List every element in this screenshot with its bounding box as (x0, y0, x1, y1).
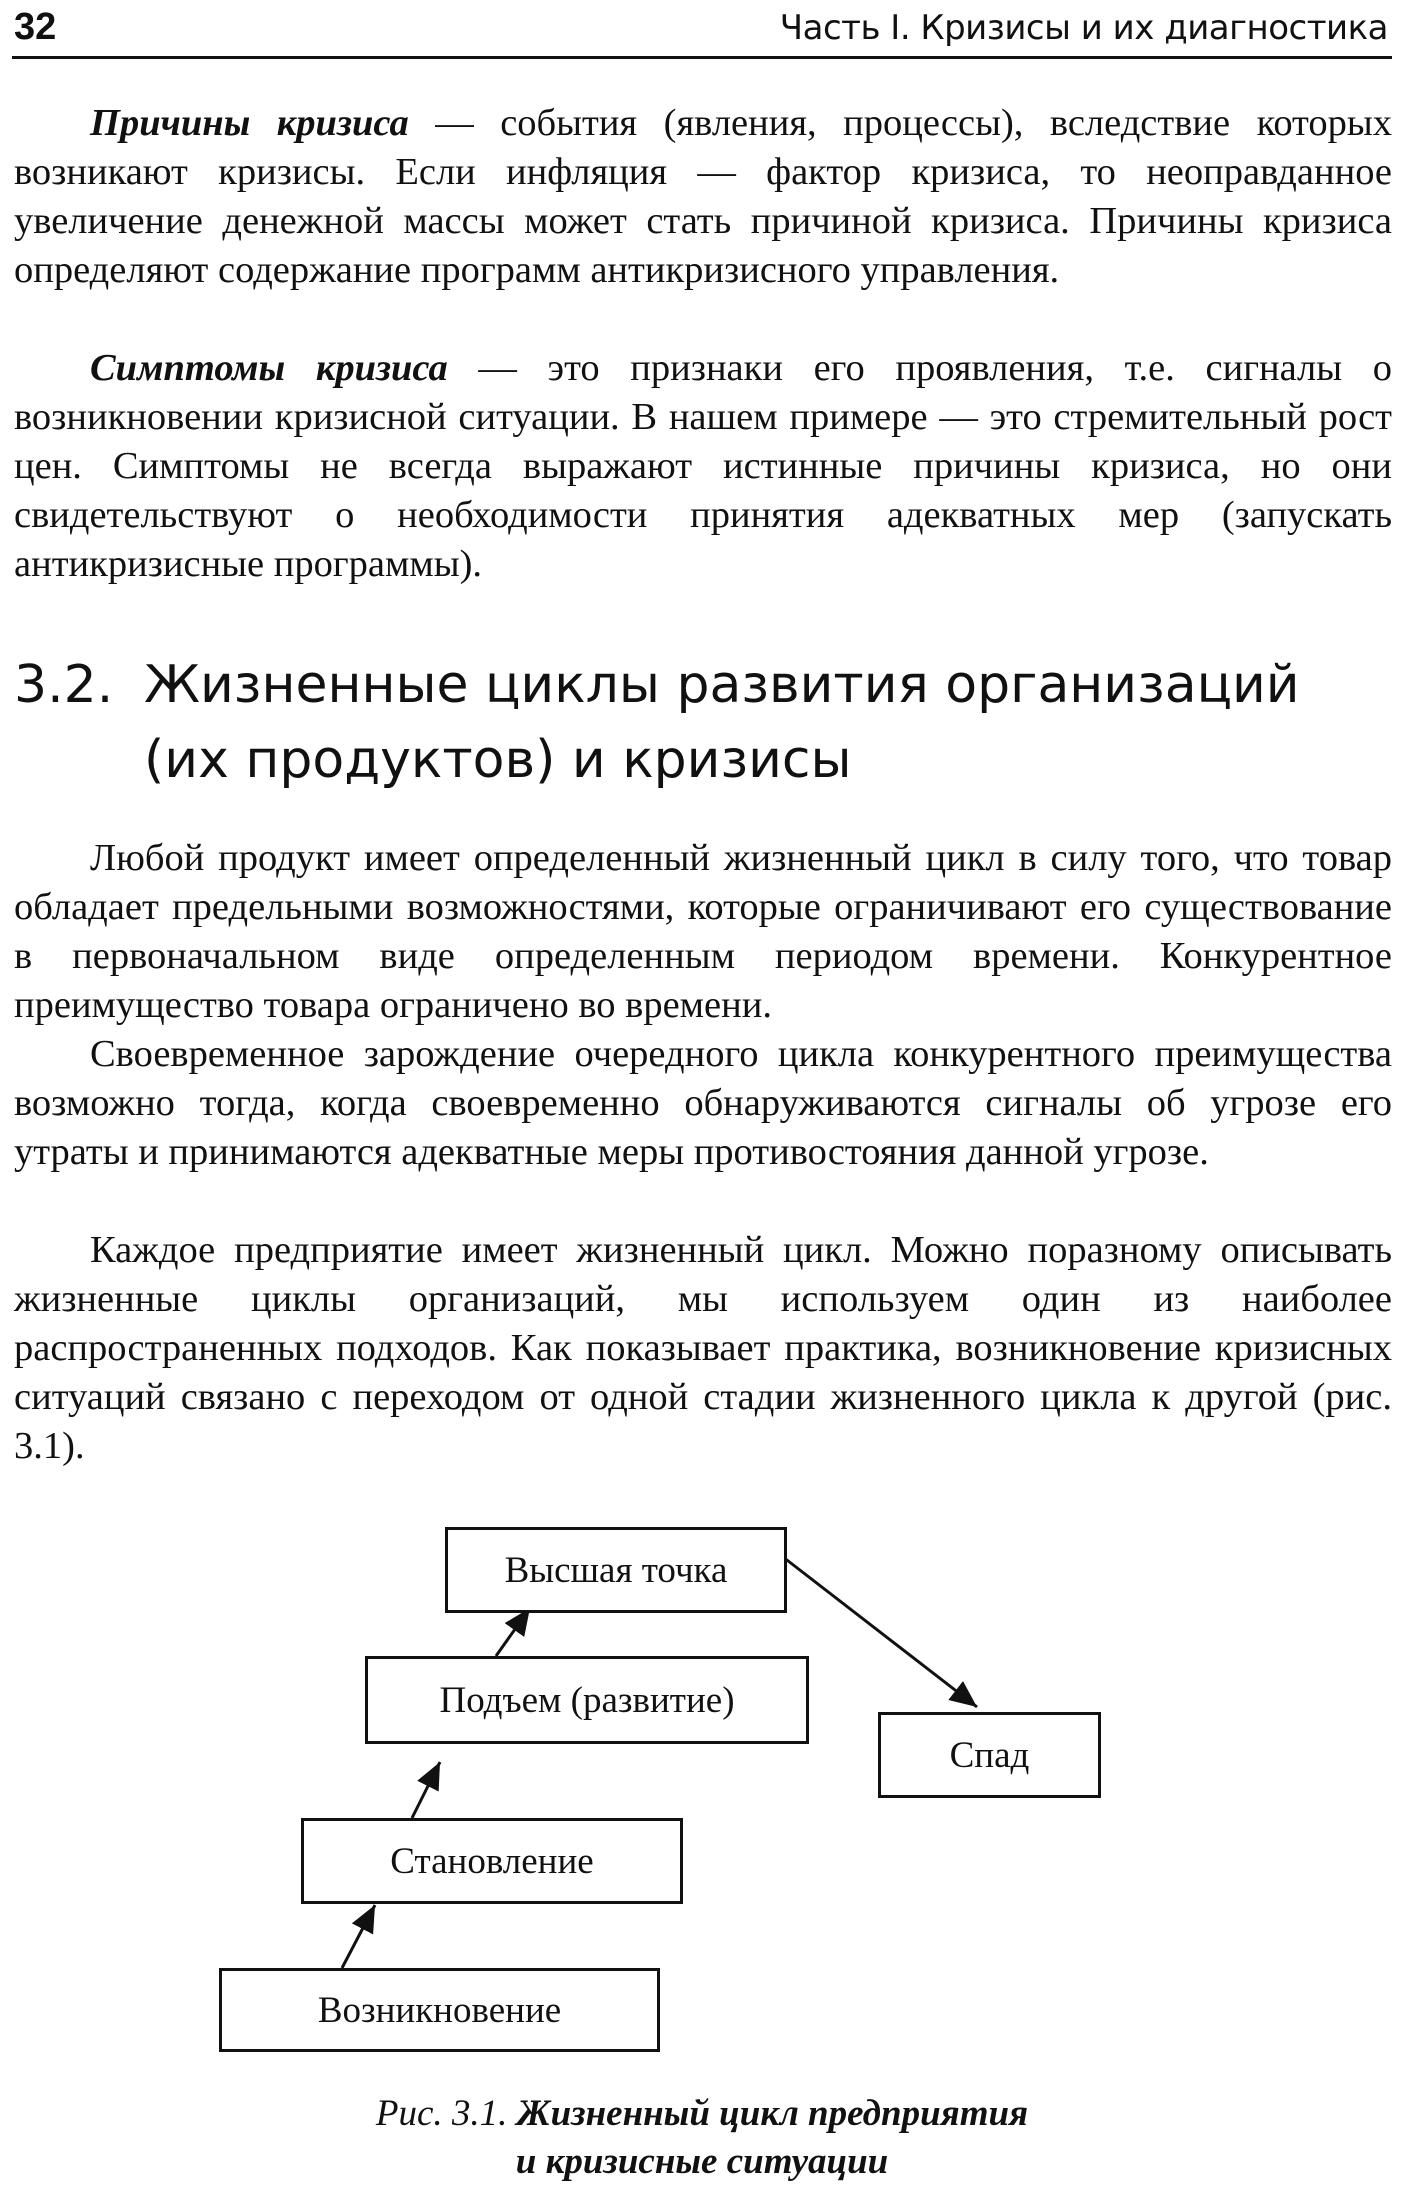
paragraph-crisis-symptoms (14, 344, 1392, 589)
arrow-emergence-to-formation (342, 1905, 375, 1968)
stage-label-formation: Становление (390, 1840, 594, 1882)
page-number: 32 (14, 6, 57, 48)
stage-box-emergence (219, 1968, 660, 2052)
stage-box-decline (878, 1712, 1101, 1798)
paragraph-crisis-symptoms-text: — это признаки его проявления, т.е. сигналы о возникновении кризисной ситуации. В нашем примере — это стремительный рост цен. Симптомы не всегда выражают истинные причины кризиса, но они свидетельствуют о необходимости принятия адекватных мер (запускать антикризисные программы). (14, 347, 1392, 585)
stage-box-peak (445, 1527, 787, 1613)
figure-caption (0, 2090, 1404, 2186)
paragraph-crisis-causes-text: — события (явления, процессы), вследствие которых возникают кризисы. Если инфляция — фактор кризиса, то неоправданное увеличение денежной массы может стать причиной кризиса. Причины кризиса определяют содержание программ антикризисного управления. (14, 102, 1392, 291)
term-crisis-symptoms: Симптомы кризиса (90, 347, 448, 389)
paragraph-competitive-advantage-text: Своевременное зарождение очередного цикла конкурентного преимущества возможно тогда, когда своевременно обнаруживаются сигналы об угрозе его утраты и принимаются адекватные меры противостояния данной угрозе. (14, 1033, 1392, 1173)
term-crisis-causes: Причины кризиса (90, 102, 409, 144)
paragraph-crisis-causes (14, 99, 1392, 295)
stage-label-growth: Подъем (развитие) (439, 1679, 735, 1721)
stage-label-peak: Высшая точка (504, 1549, 728, 1591)
paragraph-enterprise-lifecycle (14, 1226, 1392, 1471)
figure-caption-prefix: Рис. 3.1. (375, 2093, 508, 2134)
figure-caption-title-line-2: и кризисные ситуации (515, 2141, 889, 2182)
section-number: 3.2. (14, 655, 114, 715)
arrow-peak-to-decline (783, 1557, 977, 1707)
section-title-line-1: Жизненные циклы развития организаций (144, 655, 1300, 715)
paragraph-product-lifecycle (14, 834, 1392, 1030)
running-header (12, 4, 1392, 59)
section-title-line-2: (их продуктов) и кризисы (144, 730, 852, 790)
paragraph-product-lifecycle-text: Любой продукт имеет определенный жизненный цикл в силу того, что товар обладает предельными возможностями, которые ограничивают его существование в первоначальном виде определенным периодом времени. Конкурентное преимущество товара ограничено во времени. (14, 837, 1392, 1026)
arrow-growth-to-peak (496, 1608, 530, 1656)
figure-caption-title-line-1: Жизненный цикл предприятия (516, 2093, 1029, 2134)
stage-box-growth (365, 1656, 809, 1744)
paragraph-competitive-advantage (14, 1030, 1392, 1177)
running-header-title: Часть I. Кризисы и их диагностика (779, 8, 1388, 48)
stage-label-emergence: Возникновение (317, 1989, 562, 2031)
section-heading (14, 648, 1394, 798)
stage-label-decline: Спад (949, 1734, 1030, 1776)
paragraph-enterprise-lifecycle-text: Каждое предприятие имеет жизненный цикл. Можно поразному описывать жизненные циклы организаций, мы используем один из наиболее распространенных подходов. Как показывает практика, возникновение кризисных ситуаций связано с переходом от одной стадии жизненного цикла к другой (рис. 3.1). (14, 1229, 1392, 1467)
stage-box-formation (301, 1818, 683, 1904)
arrow-formation-to-growth (412, 1762, 440, 1818)
